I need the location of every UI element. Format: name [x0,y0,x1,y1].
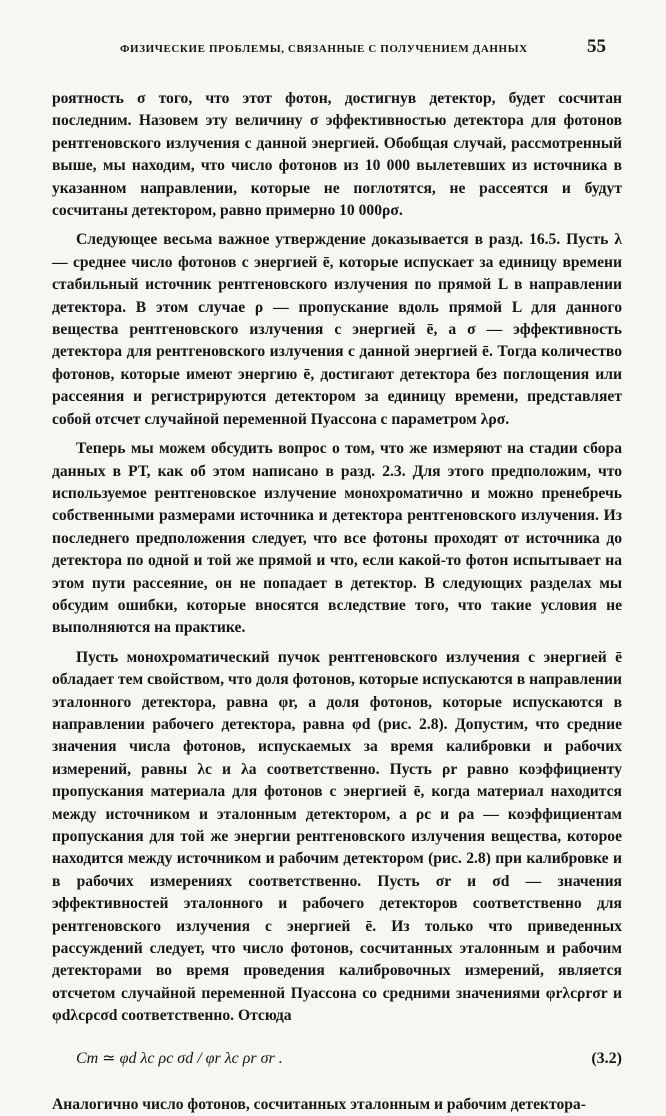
body-text [52,88,622,1116]
paragraph-5: Аналогично число фотонов, сосчитанных эталонным и рабочим детектора- [52,1096,586,1114]
page-number: 55 [587,36,606,57]
paragraph-4: Пусть монохроматический пучок рентгеновского излучения с энергией ē обладает тем свойством, что доля фотонов, которые испускаются в направлении эталонного детектора, равна φr, а доля фотонов, которые испускаются в направлении рабочего детектора, равна φd (рис. 2.8). Допустим, что средние значения числа фотонов, испускаемых за время калибровки и рабочих измерений, равны λc и λa соответственно. Пусть ρr равно коэффициенту пропускания материала для фотонов с энергией ē, когда материал находится между источником и эталонным детектором, а ρc и ρa — коэффициентам пропускания для той же энергии рентгеновского излучения вещества, которое находится между источником и рабочим детектором (рис. 2.8) при калибровке и в рабочих измерениях соответственно. Пусть σr и σd — значения эффективностей эталонного и рабочего детекторов соответственно для рентгеновского излучения с энергией ē. Из только что приведенных рассуждений следует, что число фотонов, сосчитанных эталонным и рабочим детекторами во время проведения калибровочных измерений, является отсчетом случайной переменной Пуассона со средними значениями φrλcρrσr и φdλcρcσd соответственно. Отсюда [52,648,622,1025]
equation-3-2 [52,1048,622,1070]
paragraph-3: Теперь мы можем обсудить вопрос о том, что же измеряют на стадии сбора данных в РТ, как об этом написано в разд. 2.3. Для этого предположим, что используемое рентгеновское излучение монохроматично и можно пренебречь собственными размерами источника и детектора рентгеновского излучения. Из последнего предположения следует, что все фотоны проходят от источника до детектора по одной и той же прямой и что, если какой-то фотон испытывает на этом пути рассеяние, он не попадает в детектор. В следующих разделах мы обсудим ошибки, которые вносятся вследствие того, что такие условия не выполняются на практике. [52,440,622,637]
equation-formula: Cm ≃ φd λc ρc σd / φr λc ρr σr . [76,1049,283,1067]
running-head: ФИЗИЧЕСКИЕ ПРОБЛЕМЫ, СВЯЗАННЫЕ С ПОЛУЧЕНИЕМ ДАННЫХ [120,43,528,55]
paragraph-2: Следующее весьма важное утверждение доказывается в разд. 16.5. Пусть λ — среднее число фотонов с энергией ē, которые испускает за единицу времени стабильный источник рентгеновского излучения по прямой L в направлении детектора. В этом случае ρ — пропускание вдоль прямой L для данного вещества рентгеновского излучения с энергией ē, а σ — эффективность детектора для рентгеновского излучения с данной энергией ē. Тогда количество фотонов, которые имеют энергию ē, достигают детектора без поглощения или рассеяния и регистрируются детектором за единицу времени, представляет собой отсчет случайной переменной Пуассона с параметром λρσ. [52,231,622,428]
paragraph-1: роятность σ того, что этот фотон, достигнув детектор, будет сосчитан последним. Назовем эту величину σ эффективностью детектора для фотонов рентгеновского излучения с данной энергией. Обобщая случай, рассмотренный выше, мы находим, что число фотонов из 10 000 вылетевших из источника в указанном направлении, которые не поглотятся, не рассеятся и будут сосчитаны детектором, равно примерно 10 000ρσ. [52,90,622,220]
page-header [60,36,606,58]
equation-number: (3.2) [591,1049,622,1067]
